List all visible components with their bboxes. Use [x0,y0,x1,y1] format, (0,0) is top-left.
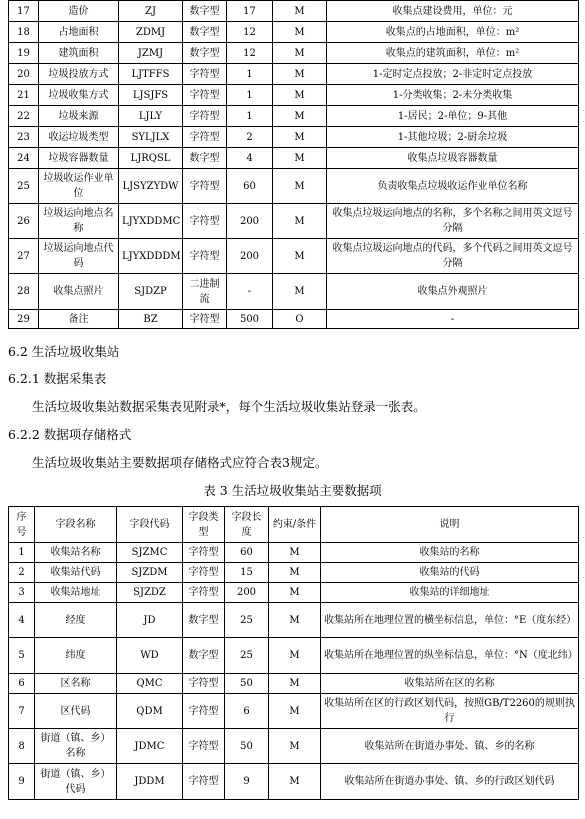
description: 收集站的详细地址 [321,583,579,603]
field-length: 17 [227,1,273,22]
subsection-heading-data-table: 6.2.1 数据采集表 [8,371,107,386]
description: 收集点垃圾运向地点的名称，多个名称之间用英文逗号分隔 [327,204,579,239]
collection-station-table [8,506,579,800]
paragraph-data-table: 生活垃圾收集站数据采集表见附录*，每个生活垃圾收集站登录一张表。 [32,399,426,414]
description: - [327,310,579,329]
table-row [9,694,579,729]
field-type: 字符型 [183,694,225,729]
constraint: M [273,85,327,106]
description: 1-定时定点投放；2-非定时定点投放 [327,64,579,85]
constraint: M [273,106,327,127]
description: 收集点垃圾运向地点的代码，多个代码之间用英文逗号分隔 [327,239,579,274]
paragraph-storage-format: 生活垃圾收集站主要数据项存储格式应符合表3规定。 [32,455,328,470]
field-type: 字符型 [183,764,225,800]
header-field-code: 字段代码 [117,507,183,543]
field-length: 9 [225,764,269,800]
row-number: 6 [9,674,35,694]
field-name: 垃圾收集方式 [39,85,119,106]
description: 收集点垃圾容器数量 [327,148,579,169]
table-row [9,638,579,674]
table-row [9,603,579,638]
field-code: LJRQSL [119,148,183,169]
table-row [9,148,579,169]
constraint: M [269,729,321,764]
description: 收集站所在地理位置的横坐标信息，单位：°E（度东经） [321,603,579,638]
field-length: 200 [225,583,269,603]
field-name: 收集点照片 [39,274,119,310]
field-name: 纬度 [35,638,117,674]
description: 收集站的名称 [321,543,579,563]
subsection-heading-storage-format: 6.2.2 数据项存储格式 [8,427,132,442]
row-number: 25 [9,169,39,204]
table-row [9,106,579,127]
table-row [9,764,579,800]
field-code: LJSYZYDW [119,169,183,204]
field-length: 60 [227,169,273,204]
field-type: 字符型 [183,64,227,85]
header-description: 说明 [321,507,579,543]
header-field-name: 字段名称 [35,507,117,543]
description: 1-分类收集；2-未分类收集 [327,85,579,106]
field-name: 收运垃圾类型 [39,127,119,148]
table-row [9,204,579,239]
row-number: 22 [9,106,39,127]
field-code: SYLJLX [119,127,183,148]
constraint: M [273,274,327,310]
field-code: LJLY [119,106,183,127]
field-length: 50 [225,674,269,694]
table-row [9,583,579,603]
field-name: 垃圾收运作业单位 [39,169,119,204]
description: 1-其他垃圾；2-厨余垃圾 [327,127,579,148]
field-type: 数字型 [183,638,225,674]
description: 收集点的建筑面积，单位：m² [327,43,579,64]
field-length: 500 [227,310,273,329]
field-code: LJYXDDMC [119,204,183,239]
header-field-type: 字段类型 [183,507,225,543]
field-length: 15 [225,563,269,583]
field-name: 收集站代码 [35,563,117,583]
description: 收集站的代码 [321,563,579,583]
constraint: M [273,148,327,169]
field-type: 字符型 [183,85,227,106]
field-type: 二进制流 [183,274,227,310]
row-number: 19 [9,43,39,64]
table-row [9,543,579,563]
constraint: M [273,127,327,148]
field-code: SJZDZ [117,583,183,603]
table-row [9,1,579,22]
description: 收集点建设费用，单位：元 [327,1,579,22]
table-row [9,85,579,106]
constraint: M [273,22,327,43]
row-number: 23 [9,127,39,148]
field-name: 垃圾运向地点名称 [39,204,119,239]
field-code: LJSJFS [119,85,183,106]
row-number: 8 [9,729,35,764]
field-type: 字符型 [183,239,227,274]
constraint: M [269,674,321,694]
field-length: 25 [225,603,269,638]
table-row [9,239,579,274]
field-type: 字符型 [183,106,227,127]
field-name: 街道（镇、乡）代码 [35,764,117,800]
description: 收集站所在区的行政区划代码，按照GB/T2260的规则执行 [321,694,579,729]
field-length: 60 [225,543,269,563]
field-name: 垃圾来源 [39,106,119,127]
field-code: QDM [117,694,183,729]
constraint: M [269,694,321,729]
row-number: 29 [9,310,39,329]
field-type: 数字型 [183,43,227,64]
description: 收集站所在区的名称 [321,674,579,694]
header-field-length: 字段长度 [225,507,269,543]
field-type: 数字型 [183,603,225,638]
field-length: - [227,274,273,310]
field-name: 垃圾投放方式 [39,64,119,85]
field-code: ZDMJ [119,22,183,43]
field-code: SJZDM [117,563,183,583]
constraint: M [273,1,327,22]
constraint: M [269,603,321,638]
row-number: 20 [9,64,39,85]
constraint: M [269,764,321,800]
field-name: 建筑面积 [39,43,119,64]
constraint: M [273,43,327,64]
description: 收集站所在地理位置的纵坐标信息，单位：°N（度北纬） [321,638,579,674]
table-caption: 表 3 生活垃圾收集站主要数据项 [203,483,382,498]
field-name: 垃圾容器数量 [39,148,119,169]
field-length: 4 [227,148,273,169]
field-type: 字符型 [183,543,225,563]
field-type: 字符型 [183,729,225,764]
field-type: 字符型 [183,204,227,239]
row-number: 7 [9,694,35,729]
row-number: 27 [9,239,39,274]
header-no: 序号 [9,507,35,543]
field-name: 区名称 [35,674,117,694]
row-number: 3 [9,583,35,603]
field-name: 街道（镇、乡）名称 [35,729,117,764]
constraint: M [273,204,327,239]
constraint: M [273,64,327,85]
row-number: 18 [9,22,39,43]
field-code: JDDM [117,764,183,800]
field-code: LJYXDDDM [119,239,183,274]
field-length: 1 [227,85,273,106]
field-code: JD [117,603,183,638]
table-row [9,310,579,329]
table-row [9,169,579,204]
field-length: 200 [227,204,273,239]
table-row [9,22,579,43]
row-number: 5 [9,638,35,674]
description: 收集点外观照片 [327,274,579,310]
description: 负责收集点垃圾收运作业单位名称 [327,169,579,204]
header-constraint: 约束/条件 [269,507,321,543]
description: 收集站所在街道办事处、镇、乡的名称 [321,729,579,764]
table-header-row [9,507,579,543]
collection-point-table-continued [8,0,579,329]
field-code: JZMJ [119,43,183,64]
table-row [9,674,579,694]
section-heading: 6.2 生活垃圾收集站 [8,344,120,359]
row-number: 9 [9,764,35,800]
field-type: 字符型 [183,583,225,603]
table-row [9,127,579,148]
table-row [9,43,579,64]
row-number: 26 [9,204,39,239]
table-row [9,729,579,764]
row-number: 2 [9,563,35,583]
field-code: LJTFFS [119,64,183,85]
field-length: 1 [227,64,273,85]
constraint: O [273,310,327,329]
field-length: 1 [227,106,273,127]
field-length: 50 [225,729,269,764]
field-name: 区代码 [35,694,117,729]
constraint: M [269,638,321,674]
row-number: 17 [9,1,39,22]
field-length: 12 [227,43,273,64]
field-name: 备注 [39,310,119,329]
description: 1-居民；2-单位；9-其他 [327,106,579,127]
field-name: 占地面积 [39,22,119,43]
row-number: 24 [9,148,39,169]
description: 收集站所在街道办事处、镇、乡的行政区划代码 [321,764,579,800]
field-length: 200 [227,239,273,274]
description: 收集点的占地面积，单位：m² [327,22,579,43]
field-type: 字符型 [183,674,225,694]
field-length: 6 [225,694,269,729]
row-number: 1 [9,543,35,563]
table-row [9,64,579,85]
field-name: 垃圾运向地点代码 [39,239,119,274]
row-number: 28 [9,274,39,310]
constraint: M [269,563,321,583]
field-type: 字符型 [183,563,225,583]
field-name: 收集站名称 [35,543,117,563]
field-name: 造价 [39,1,119,22]
field-code: SJZMC [117,543,183,563]
field-code: ZJ [119,1,183,22]
constraint: M [269,583,321,603]
field-code: WD [117,638,183,674]
field-type: 字符型 [183,127,227,148]
row-number: 21 [9,85,39,106]
field-code: BZ [119,310,183,329]
row-number: 4 [9,603,35,638]
table-row [9,274,579,310]
field-type: 数字型 [183,148,227,169]
field-length: 25 [225,638,269,674]
field-type: 数字型 [183,1,227,22]
field-code: QMC [117,674,183,694]
constraint: M [273,239,327,274]
field-name: 经度 [35,603,117,638]
table-row [9,563,579,583]
field-code: SJDZP [119,274,183,310]
field-code: JDMC [117,729,183,764]
field-length: 2 [227,127,273,148]
field-type: 字符型 [183,310,227,329]
constraint: M [269,543,321,563]
field-length: 12 [227,22,273,43]
field-name: 收集站地址 [35,583,117,603]
field-type: 字符型 [183,169,227,204]
constraint: M [273,169,327,204]
field-type: 数字型 [183,22,227,43]
